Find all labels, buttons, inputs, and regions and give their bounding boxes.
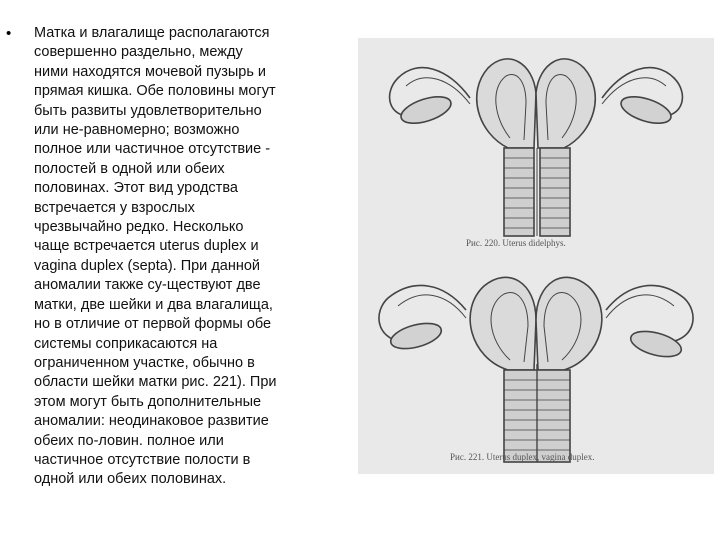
uterus-duplex-drawing (379, 277, 693, 462)
figure-220-caption: Рис. 220. Uterus didelphys. (466, 238, 566, 248)
anatomy-illustration (358, 38, 714, 474)
uterus-didelphys-drawing (390, 59, 683, 236)
bullet-text: Матка и влагалище располагаются совершенно раздельно, между ними находятся мочевой пузырь и прямая кишка. Обе половины могут быть развиты удовлетворительно или не-равномерно; возможно полное или частичное отсутствие - полостей в одной или обеих половинах. Этот вид уродства встречается у взрослых чрезвычайно редко. Несколько чаще встречается uterus duplex и vagina duplex (septa). При данной аномалии также су-ществуют две матки, две шейки и два влагалища, но в отличие от первой формы обе системы соприкасаются на ограниченном участке, обычно в области шейки матки рис. 221). При этом могут быть дополнительные аномалии: неодинаковое развитие обеих по-ловин. полное или частичное отсутствие полости в одной или обеих половинах. (34, 25, 277, 488)
bullet-marker: • (6, 25, 12, 42)
figure-221-caption: Рис. 221. Uterus duplex, vagina duplex. (450, 452, 595, 462)
